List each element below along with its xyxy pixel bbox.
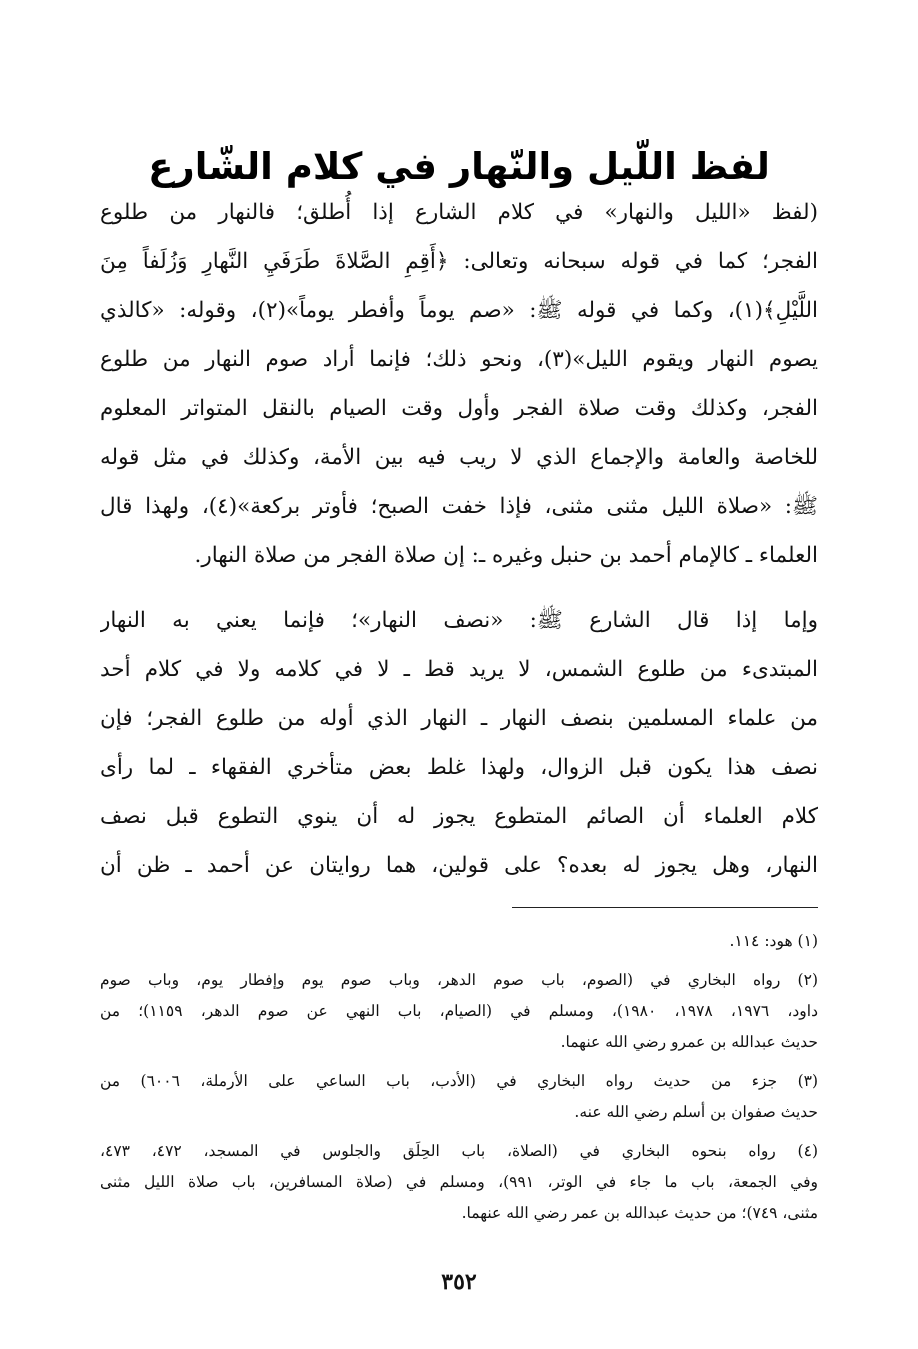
- footnote: [100, 965, 818, 1058]
- footnote-line: داود، ١٩٧٦، ١٩٧٨، ١٩٨٠)، ومسلم في (الصيام، باب النهي عن صوم الدهر، ١١٥٩)؛ من: [100, 1002, 818, 1020]
- text-line: (لفظ «الليل والنهار» في كلام الشارع إذا أُطلق؛ فالنهار من طلوع: [100, 200, 818, 225]
- main-text: [100, 188, 818, 890]
- text-line: اللَّيْلِ﴾(١)، وكما في قوله ﷺ: «صم يوماً وأفطر يوماً»(٢)، وقوله: «كالذي: [100, 298, 818, 323]
- footnote-separator: [512, 907, 818, 908]
- footnote-line: (٣) جزء من حديث رواه البخاري في (الأدب، باب الساعي على الأرملة، ٦٠٠٦) من: [100, 1072, 818, 1090]
- text-line: العلماء ـ كالإمام أحمد بن حنبل وغيره ـ: إن صلاة الفجر من صلاة النهار.: [194, 543, 818, 568]
- footnotes: [100, 926, 818, 1237]
- footnote-line: (٢) رواه البخاري في (الصوم، باب صوم الدهر، وباب صوم يوم وإفطار يوم، وباب صوم: [100, 971, 818, 989]
- text-line: النهار، وهل يجوز له بعده؟ على قولين، هما روايتان عن أحمد ـ ظن أن: [100, 853, 818, 878]
- text-line: الفجر؛ كما في قوله سبحانه وتعالى: ﴿أَقِمِ الصَّلاةَ طَرَفَيِ النَّهارِ وَزُلَفاً مِنَ: [100, 249, 818, 274]
- section-title: لفظ اللّيل والنّهار في كلام الشّارع: [148, 144, 770, 188]
- paragraph-text: [100, 188, 818, 580]
- page-number: ٣٥٢: [441, 1269, 477, 1295]
- text-line: كلام العلماء أن الصائم المتطوع يجوز له أن ينوي التطوع قبل نصف: [100, 804, 818, 829]
- paragraph: [100, 188, 818, 580]
- text-line: نصف هذا يكون قبل الزوال، ولهذا غلط بعض متأخري الفقهاء ـ لما رأى: [100, 755, 818, 780]
- footnote: [100, 926, 818, 957]
- footnote: [100, 1066, 818, 1128]
- text-line: يصوم النهار ويقوم الليل»(٣)، ونحو ذلك؛ فإنما أراد صوم النهار من طلوع: [100, 347, 818, 372]
- text-line: وإما إذا قال الشارع ﷺ: «نصف النهار»؛ فإنما يعني به النهار: [100, 608, 818, 633]
- footnote: [100, 1136, 818, 1229]
- text-line: المبتدىء من طلوع الشمس، لا يريد قط ـ لا في كلامه ولا في كلام أحد: [100, 657, 818, 682]
- footnote-line: (٤) رواه بنحوه البخاري في (الصلاة، باب الحِلَق والجلوس في المسجد، ٤٧٢، ٤٧٣،: [100, 1142, 818, 1160]
- footnote-line: (١) هود: ١١٤.: [729, 932, 818, 950]
- text-line: من علماء المسلمين بنصف النهار ـ النهار الذي أوله من طلوع الفجر؛ فإن: [100, 706, 818, 731]
- footnote-line: مثنى، ٧٤٩)؛ من حديث عبدالله بن عمر رضي الله عنهما.: [461, 1204, 818, 1222]
- text-line: للخاصة والعامة والإجماع الذي لا ريب فيه بين الأمة، وكذلك في مثل قوله: [100, 445, 818, 470]
- text-line: ﷺ: «صلاة الليل مثنى مثنى، فإذا خفت الصبح؛ فأوتر بركعة»(٤)، ولهذا قال: [100, 494, 818, 519]
- text-line: الفجر، وكذلك وقت صلاة الفجر وأول وقت الصيام بالنقل المتواتر المعلوم: [100, 396, 818, 421]
- footnote-line: حديث عبدالله بن عمرو رضي الله عنهما.: [560, 1033, 818, 1051]
- paragraph-text: [100, 596, 818, 890]
- paragraph: [100, 596, 818, 890]
- footnote-line: وفي الجمعة، باب ما جاء في الوتر، ٩٩١)، ومسلم في (صلاة المسافرين، باب صلاة الليل مثنى: [100, 1173, 818, 1191]
- footnote-line: حديث صفوان بن أسلم رضي الله عنه.: [574, 1103, 818, 1121]
